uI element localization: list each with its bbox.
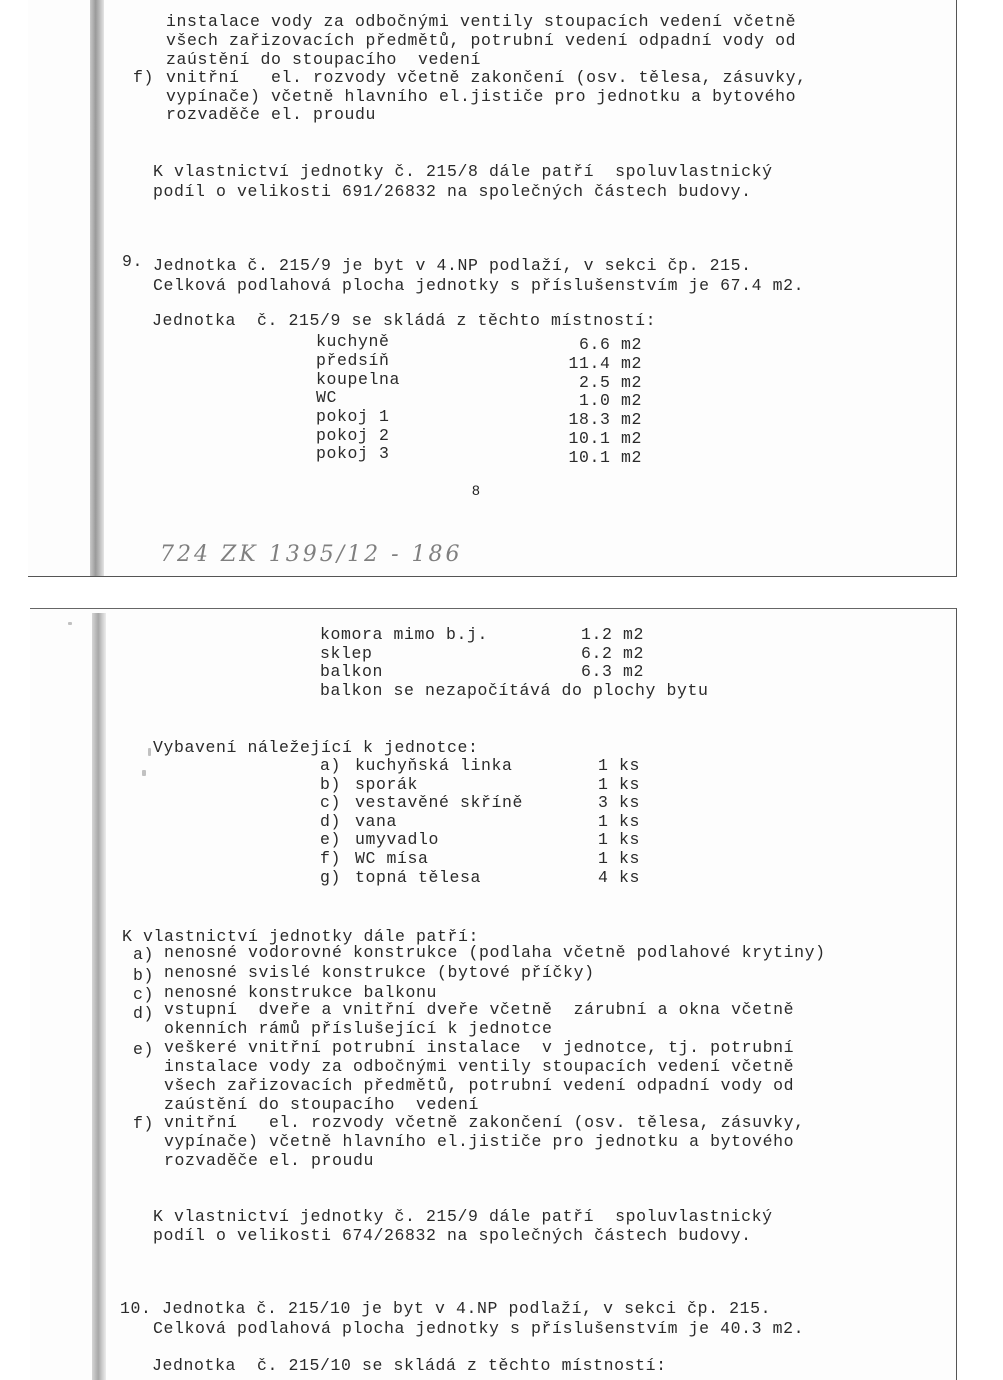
- equipment-marker: c): [320, 793, 342, 812]
- scan-speck: [148, 748, 151, 756]
- unit-description: Celková podlahová plocha jednotky s příslušenstvím je 40.3 m2.: [153, 1319, 805, 1338]
- text-line: vypínače) včetně hlavního el.jističe pro jednotku a bytového: [166, 87, 797, 106]
- unit-description: Jednotka č. 215/10 je byt v 4.NP podlaží, v sekci čp. 215.: [162, 1299, 772, 1318]
- equipment-marker: b): [320, 775, 342, 794]
- share-line: K vlastnictví jednotky č. 215/8 dále patří spoluvlastnický: [153, 162, 773, 181]
- item-marker: f): [133, 1114, 155, 1133]
- balcony-note: balkon se nezapočítává do plochy bytu: [320, 681, 709, 700]
- share-line: K vlastnictví jednotky č. 215/9 dále patří spoluvlastnický: [153, 1207, 773, 1226]
- equipment-heading: Vybavení náležející k jednotce:: [153, 738, 479, 757]
- equipment-qty: 1 ks: [598, 830, 641, 849]
- equipment-name: kuchyňská linka: [355, 756, 513, 775]
- ownership-line: nenosné konstrukce balkonu: [164, 983, 438, 1002]
- room-area: 11.4 m2: [568, 354, 642, 373]
- item-marker: b): [133, 966, 155, 985]
- scan-speck: [142, 770, 146, 776]
- ownership-line: vypínače) včetně hlavního el.jističe pro jednotku a bytového: [164, 1132, 795, 1151]
- item-marker: a): [133, 945, 155, 964]
- unit-description: Celková podlahová plocha jednotky s příslušenstvím je 67.4 m2.: [153, 276, 805, 295]
- equipment-name: sporák: [355, 775, 419, 794]
- binding-shadow: [92, 613, 106, 1380]
- equipment-qty: 1 ks: [598, 775, 641, 794]
- equipment-name: WC mísa: [355, 849, 429, 868]
- room-area: 6.3 m2: [580, 662, 644, 681]
- ownership-line: okenních rámů příslušející k jednotce: [164, 1019, 553, 1038]
- text-line: instalace vody za odbočnými ventily stoupacích vedení včetně: [166, 12, 797, 31]
- share-line: podíl o velikosti 674/26832 na společných částech budovy.: [153, 1226, 752, 1245]
- ownership-line: instalace vody za odbočnými ventily stoupacích vedení včetně: [164, 1057, 795, 1076]
- equipment-qty: 3 ks: [598, 793, 641, 812]
- ownership-heading: K vlastnictví jednotky dále patří:: [122, 927, 480, 946]
- room-name: koupelna: [316, 370, 401, 389]
- room-name: pokoj 2: [316, 426, 390, 445]
- ownership-line: rozvaděče el. proudu: [164, 1151, 375, 1170]
- room-name: sklep: [320, 644, 373, 663]
- equipment-qty: 1 ks: [598, 812, 641, 831]
- equipment-marker: e): [320, 830, 342, 849]
- room-name: předsíň: [316, 351, 390, 370]
- item-marker: e): [133, 1040, 155, 1059]
- ownership-line: zaústění do stoupacího vedení: [164, 1095, 480, 1114]
- equipment-qty: 1 ks: [598, 756, 641, 775]
- room-area: 2.5 m2: [578, 373, 642, 392]
- room-name: WC: [316, 388, 338, 407]
- room-area: 18.3 m2: [568, 410, 642, 429]
- rooms-heading: Jednotka č. 215/10 se skládá z těchto místností:: [152, 1356, 667, 1375]
- room-area: 10.1 m2: [568, 448, 642, 467]
- page-number: 8: [472, 482, 480, 498]
- item-marker: c): [133, 985, 155, 1004]
- room-name: komora mimo b.j.: [320, 625, 489, 644]
- ownership-line: všech zařizovacích předmětů, potrubní vedení odpadní vody od: [164, 1076, 795, 1095]
- room-area: 10.1 m2: [568, 429, 642, 448]
- text-line: vnitřní el. rozvody včetně zakončení (osv. tělesa, zásuvky,: [166, 68, 807, 87]
- item-marker: f): [133, 68, 155, 87]
- item-marker: d): [133, 1004, 155, 1023]
- equipment-marker: g): [320, 868, 342, 887]
- equipment-marker: f): [320, 849, 342, 868]
- ownership-line: vstupní dveře a vnitřní dveře včetně zárubní a okna včetně: [164, 1000, 795, 1019]
- room-name: balkon: [320, 662, 384, 681]
- binding-shadow: [90, 0, 104, 576]
- equipment-qty: 1 ks: [598, 849, 641, 868]
- text-line: zaústění do stoupacího vedení: [166, 50, 482, 69]
- handwritten-reference: 724 ZK 1395/12 - 186: [160, 542, 463, 567]
- equipment-marker: d): [320, 812, 342, 831]
- ownership-line: vnitřní el. rozvody včetně zakončení (osv. tělesa, zásuvky,: [164, 1113, 805, 1132]
- equipment-marker: a): [320, 756, 342, 775]
- ownership-line: nenosné vodorovné konstrukce (podlaha včetně podlahové krytiny): [164, 943, 826, 962]
- room-name: pokoj 1: [316, 407, 390, 426]
- ownership-line: veškeré vnitřní potrubní instalace v jednotce, tj. potrubní: [164, 1038, 795, 1057]
- equipment-name: umyvadlo: [355, 830, 440, 849]
- share-line: podíl o velikosti 691/26832 na společných částech budovy.: [153, 182, 752, 201]
- unit-number: 10.: [120, 1299, 152, 1318]
- room-area: 6.6 m2: [578, 335, 642, 354]
- unit-number: 9.: [122, 252, 144, 271]
- unit-description: Jednotka č. 215/9 je byt v 4.NP podlaží, v sekci čp. 215.: [153, 256, 752, 275]
- room-name: kuchyně: [316, 332, 390, 351]
- room-area: 6.2 m2: [580, 644, 644, 663]
- equipment-qty: 4 ks: [598, 868, 641, 887]
- ownership-line: nenosné svislé konstrukce (bytové příčky): [164, 963, 595, 982]
- equipment-name: topná tělesa: [355, 868, 482, 887]
- equipment-name: vana: [355, 812, 398, 831]
- room-area: 1.0 m2: [578, 391, 642, 410]
- scan-speck: [68, 622, 72, 625]
- text-line: všech zařizovacích předmětů, potrubní vedení odpadní vody od: [166, 31, 797, 50]
- room-name: pokoj 3: [316, 444, 390, 463]
- equipment-name: vestavěné skříně: [355, 793, 524, 812]
- room-area: 1.2 m2: [580, 625, 644, 644]
- text-line: rozvaděče el. proudu: [166, 105, 377, 124]
- rooms-heading: Jednotka č. 215/9 se skládá z těchto místností:: [152, 311, 657, 330]
